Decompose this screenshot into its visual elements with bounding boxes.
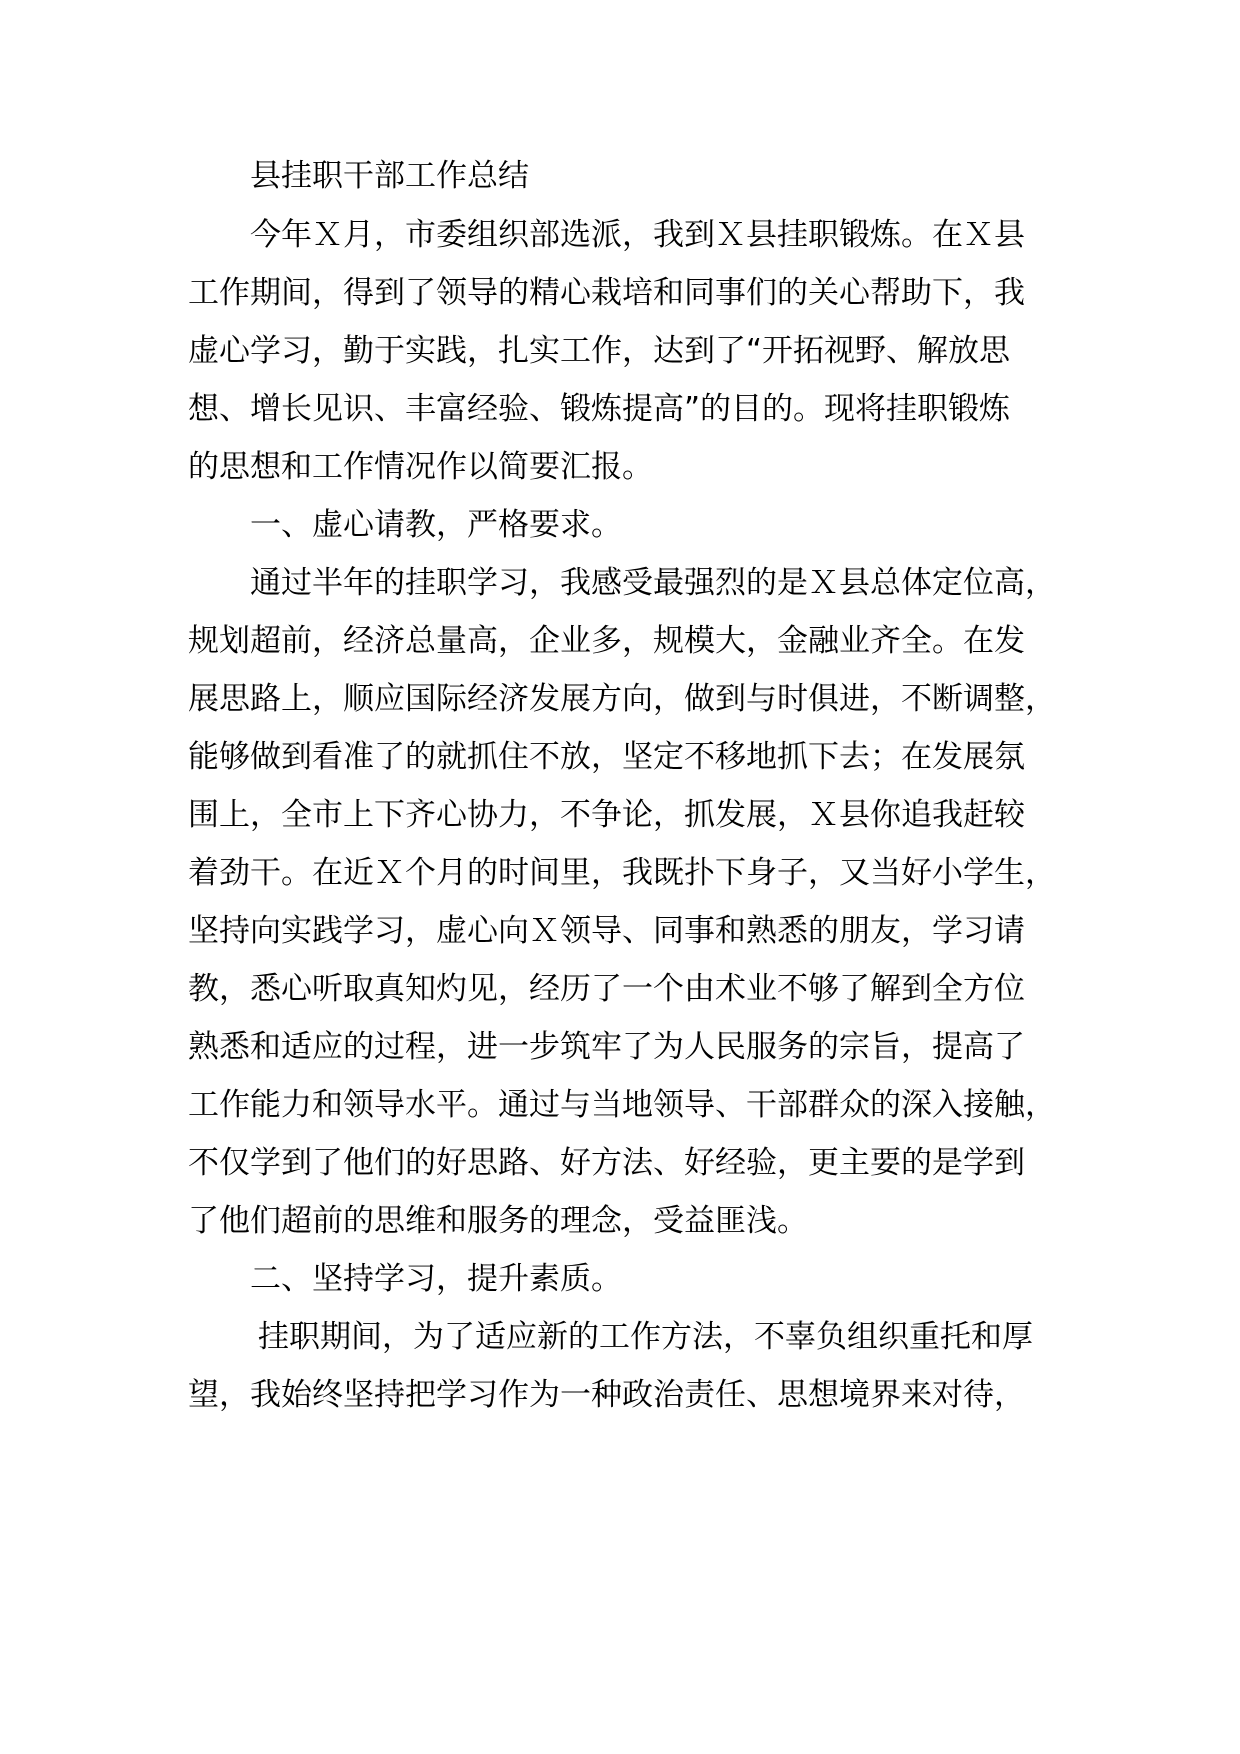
paragraph-line: 围上，全市上下齐心协力，不争论，抓发展，Ｘ县你追我赶较	[188, 797, 1025, 833]
paragraph-line: 能够做到看准了的就抓住不放，坚定不移地抓下去；在发展氛	[188, 739, 1025, 775]
paragraph-line: 展思路上，顺应国际经济发展方向，做到与时俱进，不断调整，	[188, 681, 1056, 717]
paragraph-line: 规划超前，经济总量高，企业多，规模大，金融业齐全。在发	[188, 623, 1025, 659]
paragraph-line: 的思想和工作情况作以简要汇报。	[188, 449, 653, 485]
paragraph-line: 不仅学到了他们的好思路、好方法、好经验，更主要的是学到	[188, 1145, 1025, 1181]
section-heading: 二、坚持学习，提升素质。	[250, 1261, 622, 1297]
paragraph-line: 着劲干。在近Ｘ个月的时间里，我既扑下身子，又当好小学生，	[188, 855, 1056, 891]
paragraph-line: 虚心学习，勤于实践，扎实工作，达到了“开拓视野、解放思	[188, 333, 1011, 369]
paragraph-line: 挂职期间，为了适应新的工作方法，不辜负组织重托和厚	[258, 1319, 1033, 1355]
paragraph-line: 想、增长见识、丰富经验、锻炼提高”的目的。现将挂职锻炼	[188, 391, 1011, 427]
paragraph-line: 今年Ｘ月，市委组织部选派，我到Ｘ县挂职锻炼。在Ｘ县	[250, 217, 1025, 253]
paragraph-line: 望，我始终坚持把学习作为一种政治责任、思想境界来对待，	[188, 1377, 1025, 1413]
paragraph-line: 教，悉心听取真知灼见，经历了一个由术业不够了解到全方位	[188, 971, 1025, 1007]
paragraph-line: 坚持向实践学习，虚心向Ｘ领导、同事和熟悉的朋友，学习请	[188, 913, 1025, 949]
paragraph-line: 工作能力和领导水平。通过与当地领导、干部群众的深入接触，	[188, 1087, 1056, 1123]
paragraph-line: 通过半年的挂职学习，我感受最强烈的是Ｘ县总体定位高，	[250, 565, 1056, 601]
paragraph-line: 熟悉和适应的过程，进一步筑牢了为人民服务的宗旨，提高了	[188, 1029, 1025, 1065]
section-heading: 一、虚心请教，严格要求。	[250, 507, 622, 543]
paragraph-line: 工作期间，得到了领导的精心栽培和同事们的关心帮助下，我	[188, 275, 1025, 311]
paragraph-line: 了他们超前的思维和服务的理念，受益匪浅。	[188, 1203, 808, 1239]
document-title: 县挂职干部工作总结	[250, 158, 529, 194]
